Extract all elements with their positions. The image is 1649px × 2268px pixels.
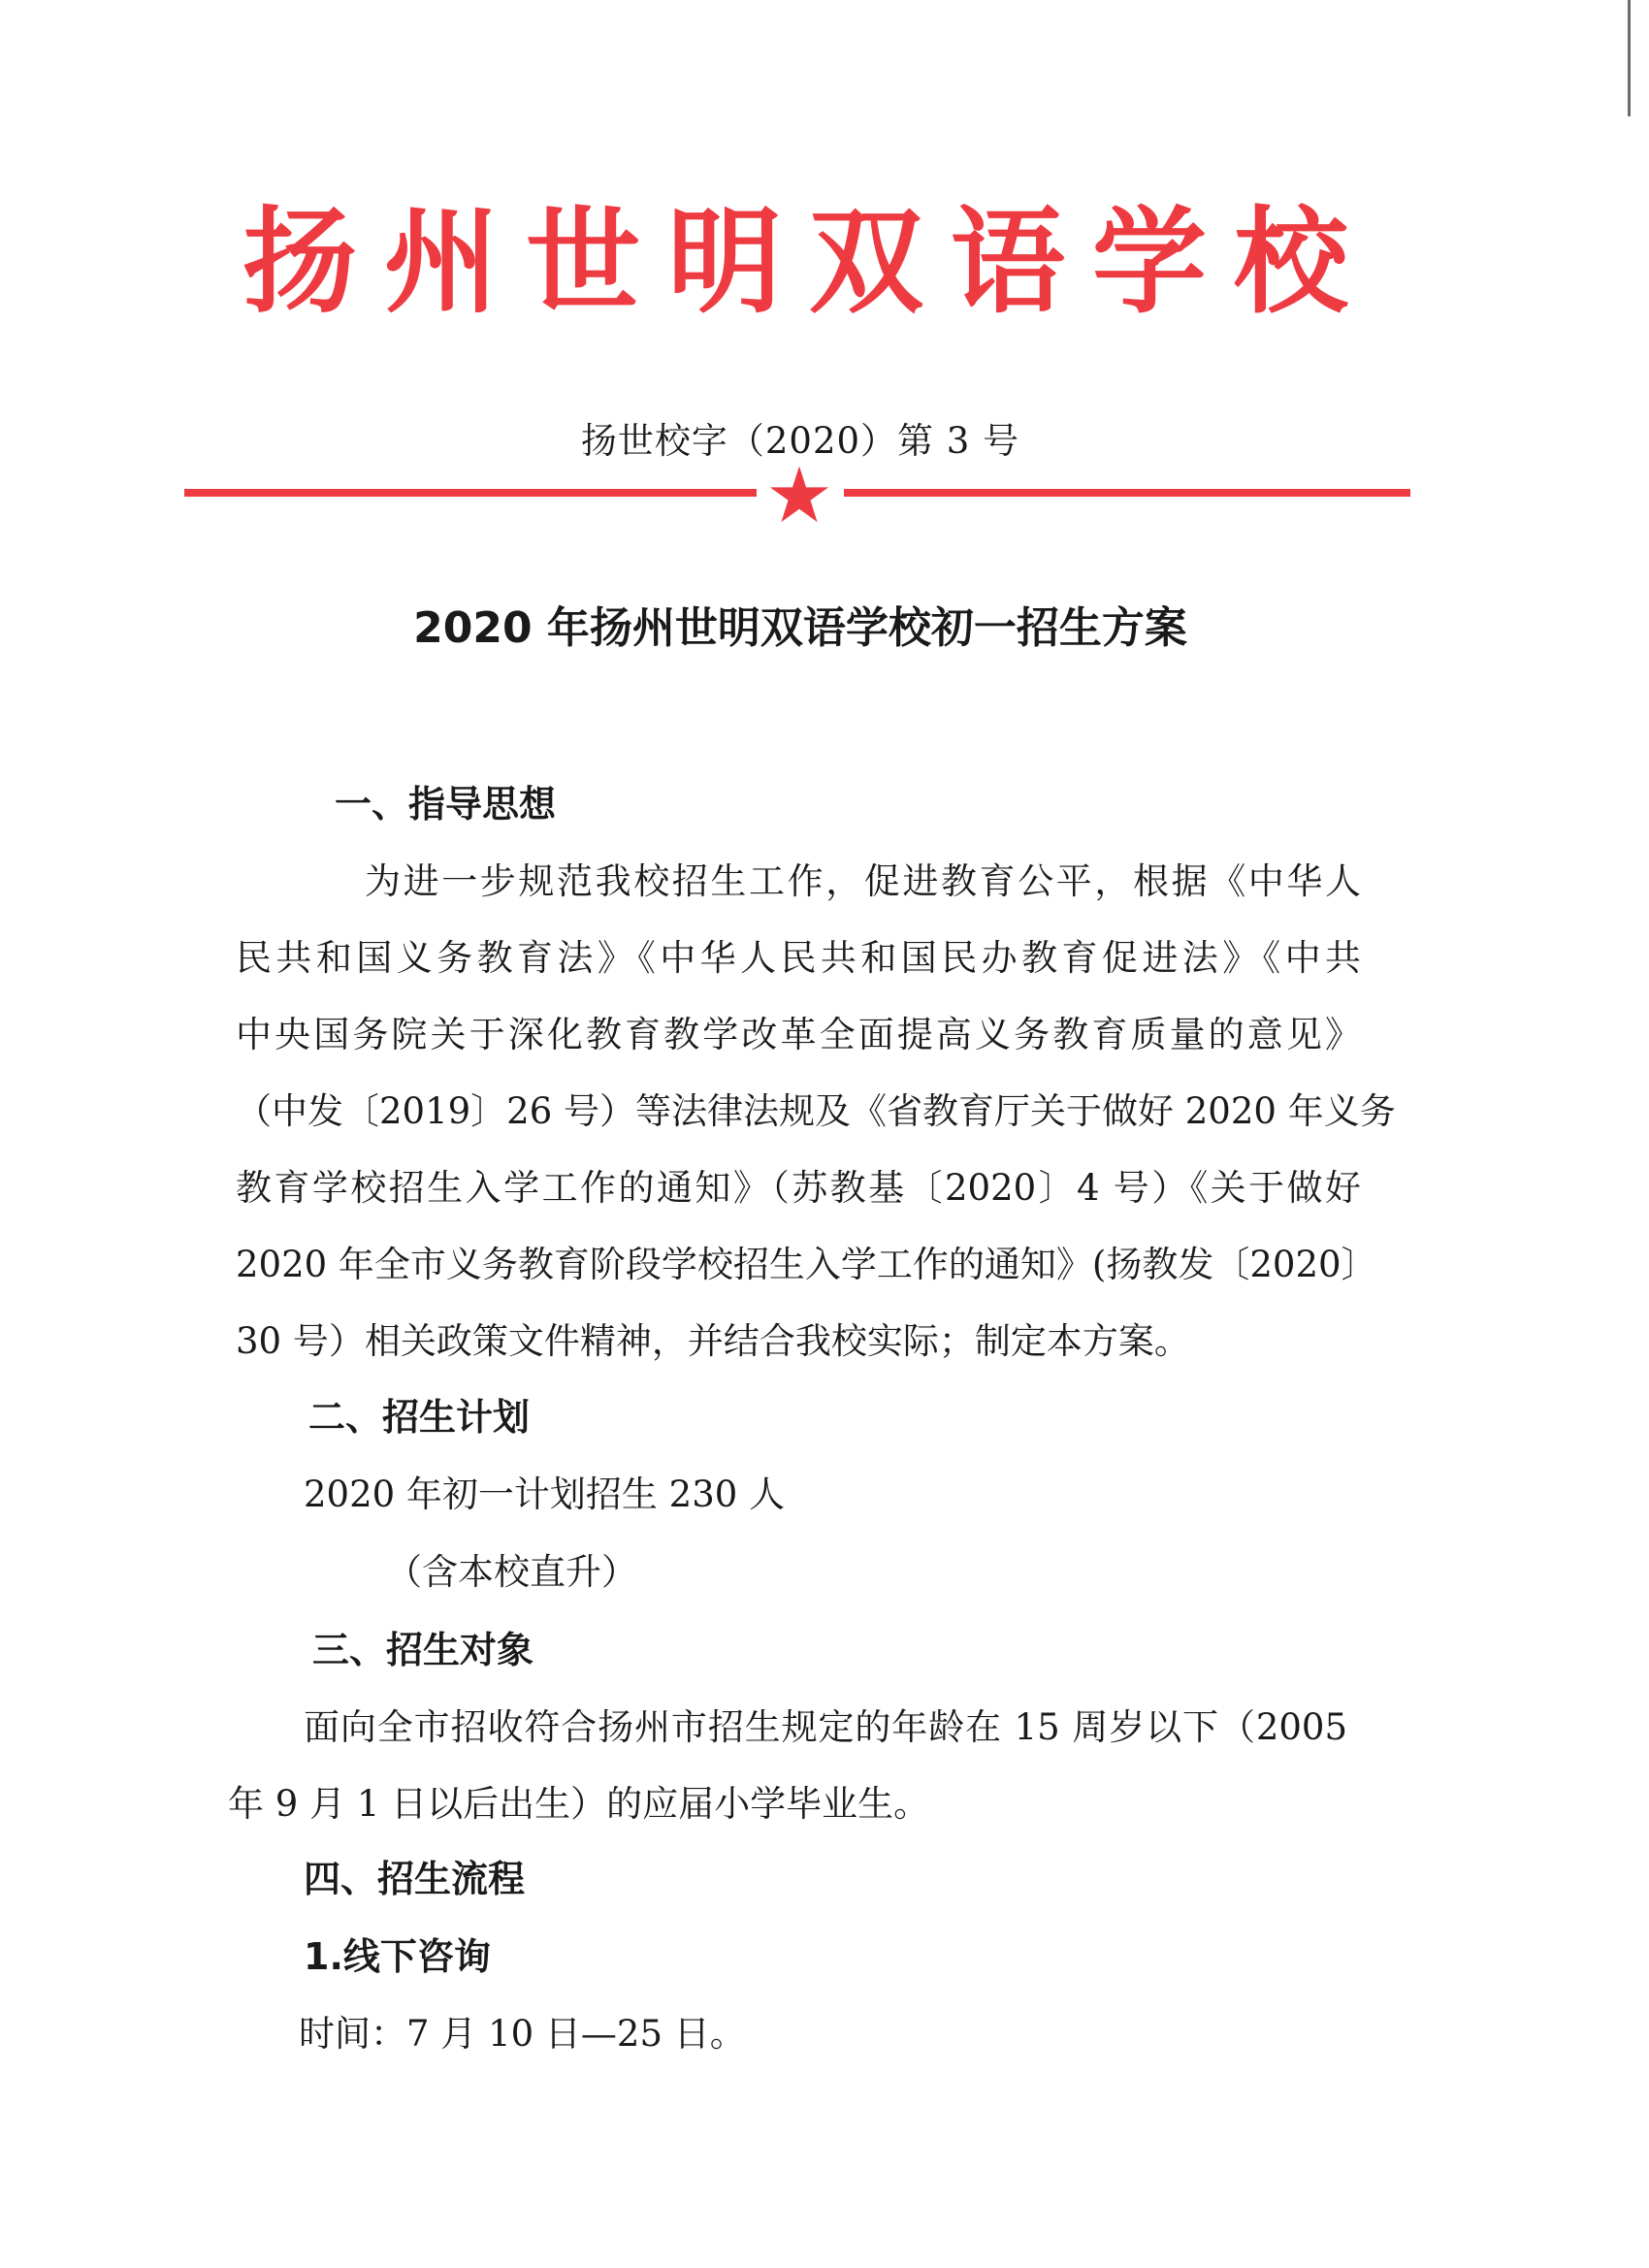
- paragraph-line: 中央国务院关于深化教育教学改革全面提高义务教育质量的意见》: [236, 1014, 1361, 1055]
- enrollment-plan: 2020 年初一计划招生 230 人: [304, 1474, 786, 1515]
- paragraph-line: 教育学校招生入学工作的通知》（苏教基〔2020〕4 号）《关于做好: [236, 1167, 1361, 1209]
- section-paragraph: [228, 1703, 1347, 1857]
- section-paragraph: [236, 858, 1396, 1394]
- enrollment-note: （含本校直升）: [386, 1551, 637, 1593]
- paragraph-line: 为进一步规范我校招生工作，促进教育公平，根据《中华人: [365, 860, 1361, 902]
- paragraph-line: 2020 年全市义务教育阶段学校招生入学工作的通知》(扬教发〔2020〕: [236, 1244, 1377, 1285]
- paragraph-line: （中发〔2019〕26 号）等法律法规及《省教育厅关于做好 2020 年义务: [236, 1090, 1396, 1132]
- masthead-char: 世: [525, 194, 640, 329]
- section-heading: 二、招生计划: [308, 1396, 531, 1439]
- masthead-char: 学: [1091, 194, 1207, 329]
- red-star-icon: [768, 464, 830, 526]
- paragraph-line: 面向全市招收符合扬州市招生规定的年龄在 15 周岁以下（2005: [304, 1706, 1347, 1748]
- paragraph-line: 30 号）相关政策文件精神，并结合我校实际；制定本方案。: [236, 1320, 1190, 1362]
- section-heading: 一、指导思想: [335, 783, 557, 826]
- document-title: 2020 年扬州世明双语学校初一招生方案: [413, 603, 1187, 653]
- section-heading: 四、招生流程: [304, 1858, 526, 1900]
- paragraph-line: 民共和国义务教育法》《中华人民共和国民办教育促进法》《中共: [236, 937, 1361, 979]
- masthead-char: 明: [666, 194, 782, 329]
- masthead-char: 校: [1233, 194, 1348, 329]
- masthead-char: 州: [383, 194, 499, 329]
- masthead-char: 语: [950, 194, 1065, 329]
- masthead-char: 扬: [242, 194, 358, 329]
- subsection-heading: 1.线下咨询: [304, 1935, 491, 1978]
- paragraph-line: 年 9 月 1 日以后出生）的应届小学毕业生。: [228, 1783, 930, 1825]
- red-rule-left: [184, 489, 757, 497]
- masthead-char: 双: [808, 194, 923, 329]
- scan-edge-line: [1628, 0, 1631, 116]
- section-heading: 三、招生对象: [312, 1629, 534, 1671]
- document-number: 扬世校字（2020）第 3 号: [580, 420, 1020, 462]
- school-masthead: [242, 194, 1348, 330]
- red-rule-right: [844, 489, 1410, 497]
- consultation-time: 时间：7 月 10 日—25 日。: [299, 2013, 746, 2055]
